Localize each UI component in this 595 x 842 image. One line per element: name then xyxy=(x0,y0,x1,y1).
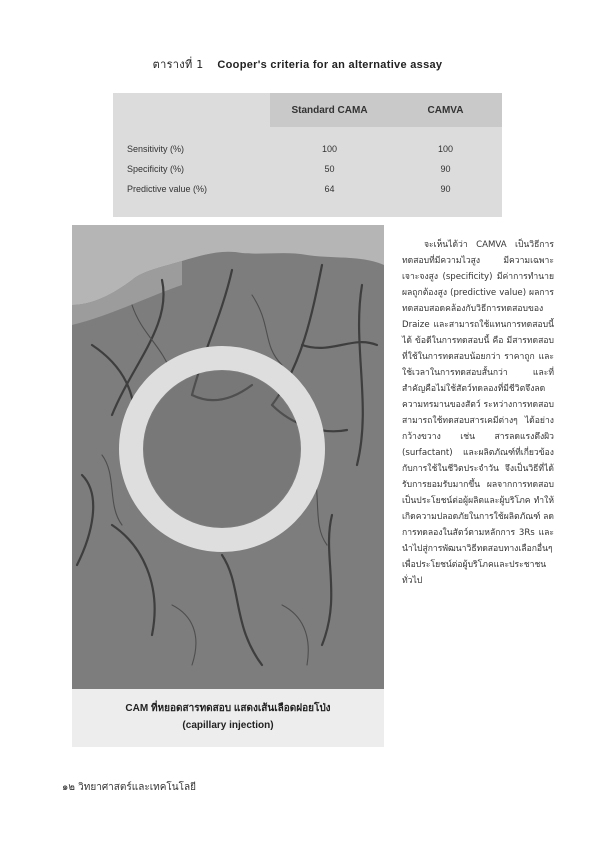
page-footer xyxy=(62,780,196,795)
cell-value: 50 xyxy=(270,159,389,179)
figure-caption xyxy=(72,689,384,747)
figure-caption-line1: CAM ที่หยอดสารทดสอบ แสดงเส้นเลือดฝอยโป่ง xyxy=(125,703,331,714)
table-caption xyxy=(0,55,595,73)
page-number: ๑๒ xyxy=(62,782,75,793)
table-header-standard-cama: Standard CAMA xyxy=(270,93,389,127)
table-header-row xyxy=(113,93,502,127)
comparison-table xyxy=(113,93,502,217)
cell-value: 100 xyxy=(389,139,502,159)
cell-value: 90 xyxy=(389,179,502,199)
table-caption-prefix: ตารางที่ 1 xyxy=(152,58,204,71)
figure-caption-line2: (capillary injection) xyxy=(182,720,274,731)
cam-photo-image xyxy=(72,225,384,689)
table-header-empty xyxy=(113,93,270,127)
table-header-camva: CAMVA xyxy=(389,93,502,127)
row-label: Specificity (%) xyxy=(113,159,270,179)
cam-photo xyxy=(72,225,384,747)
journal-name: วิทยาศาสตร์และเทคโนโลยี xyxy=(78,782,196,793)
table-caption-title: Cooper's criteria for an alternative assay xyxy=(217,59,443,71)
cell-value: 64 xyxy=(270,179,389,199)
table-row xyxy=(113,159,502,179)
cell-value: 90 xyxy=(389,159,502,179)
table-row xyxy=(113,139,502,159)
row-label: Sensitivity (%) xyxy=(113,139,270,159)
table-row xyxy=(113,179,502,199)
cell-value: 100 xyxy=(270,139,389,159)
body-paragraph: จะเห็นได้ว่า CAMVA เป็นวิธีการทดสอบที่มีความไวสูง มีความเฉพาะเจาะจงสูง (specificity) มีค่าการทำนายผลถูกต้องสูง (predictive value) ผลการทดสอบสอดคล้องกับวิธีการทดสอบของ Draize และสามารถใช้แทนการทดสอบนี้ได้ ข้อดีในการทดสอบนี้ คือ มีสารทดสอบที่ใช้ในการทดสอบน้อยกว่า ราคาถูก และใช้เวลาในการทดสอบสั้นกว่า และที่สำคัญคือไม่ใช้สัตว์ทดลองที่มีชีวิตจึงลดความทรมานของสัตว์ ระหว่างการทดสอบ สามารถใช้ทดสอบสารเคมีต่างๆ ได้อย่างกว้างขวาง เช่น สารลดแรงตึงผิว (surfactant) และผลิตภัณฑ์ที่เกี่ยวข้องกับการใช้ในชีวิตประจำวัน จึงเป็นวิธีที่ได้รับการยอมรับมากขึ้น ผลจากการทดสอบเป็นประโยชน์ต่อผู้ผลิตและผู้บริโภค ทำให้เกิดความปลอดภัยในการใช้ผลิตภัณฑ์ ลดการทดลองในสัตว์ตามหลักการ 3Rs และนำไปสู่การพัฒนาวิธีทดสอบทางเลือกอื่นๆ เพื่อประโยชน์ต่อผู้บริโภคและประชาชนทั่วไป xyxy=(402,240,554,586)
row-label: Predictive value (%) xyxy=(113,179,270,199)
